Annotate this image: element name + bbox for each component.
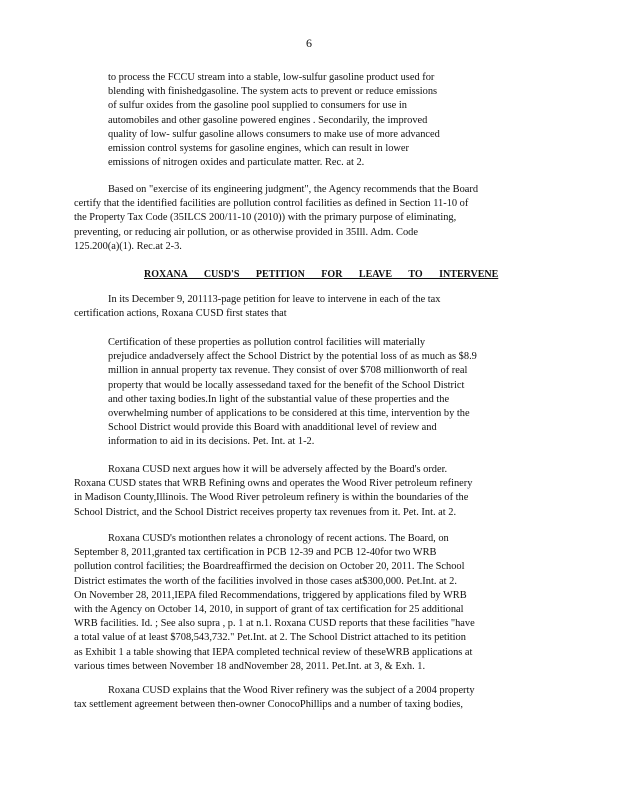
quote-line: Certification of these properties as pollution control facilities will materially xyxy=(108,337,426,348)
quote-line: prejudice andadversely affect the School District by the potential loss of as much as $8.9 xyxy=(108,351,477,363)
paragraph-line: September 8, 2011,granted tax certification in PCB 12-39 and PCB 12-40for two WRB xyxy=(74,547,437,559)
paragraph-line: Roxana CUSD next argues how it will be adversely affected by the Board's order. xyxy=(108,464,448,475)
paragraph-line: District estimates the worth of the facilities involved in those cases at$300,000. Pet.Int. at 2. xyxy=(74,575,457,587)
paragraph-agency-recommendation xyxy=(74,183,544,254)
paragraph-line: certify that the identified facilities are pollution control facilities as defined in Section 11-10 of xyxy=(74,198,469,210)
paragraph-settlement xyxy=(74,684,544,712)
section-heading: ROXANA CUSD'S PETITION FOR LEAVE TO INTERVENE xyxy=(144,269,499,280)
paragraph-line: various times between November 18 andNovember 28, 2011. Pet.Int. at 3, & Exh. 1. xyxy=(74,660,426,672)
page-number: 6 xyxy=(306,36,312,50)
block-quote-1 xyxy=(108,71,484,170)
quote-line: overwhelming number of applications to be considered at this time, intervention by the xyxy=(108,408,470,420)
paragraph-line: pollution control facilities; the Boardreaffirmed the decision on October 20, 2011. The School xyxy=(74,561,465,573)
quote-line: information to aid in its decisions. Pet. Int. at 1-2. xyxy=(108,436,315,448)
paragraph-line: a total value of at least $708,543,732." Pet.Int. at 2. The School District attached to its petition xyxy=(74,632,466,644)
paragraph-line: Roxana CUSD's motionthen relates a chronology of recent actions. The Board, on xyxy=(108,533,449,544)
paragraph-chronology xyxy=(74,532,544,674)
quote-line: quality of low- sulfur gasoline allows consumers to make use of more advanced xyxy=(108,128,440,140)
quote-line: emission control systems for gasoline engines, which can result in lower xyxy=(108,143,409,155)
paragraph-petition-intro xyxy=(74,293,544,321)
quote-line: and other taxing bodies.In light of the substantial value of these properties and the xyxy=(108,393,450,405)
block-quote-2 xyxy=(108,336,484,450)
paragraph-line: On November 28, 2011,IEPA filed Recommendations, triggered by applications filed by WRB xyxy=(74,589,467,601)
quote-line: blending with finishedgasoline. The system acts to prevent or reduce emissions xyxy=(108,86,438,98)
paragraph-line: Roxana CUSD states that WRB Refining owns and operates the Wood River petroleum refinery xyxy=(74,478,473,490)
quote-line: automobiles and other gasoline powered engines . Secondarily, the improved xyxy=(108,114,428,126)
quote-line: property that would be locally assessedand taxed for the benefit of the School District xyxy=(108,379,465,391)
quote-line: million in annual property tax revenue. They consist of over $708 millionworth of real xyxy=(108,365,468,377)
paragraph-line: certification actions, Roxana CUSD first states that xyxy=(74,308,287,320)
quote-line: School District would provide this Board with anadditional level of review and xyxy=(108,422,437,434)
paragraph-line: Roxana CUSD explains that the Wood River refinery was the subject of a 2004 property xyxy=(108,685,475,696)
paragraph-line: tax settlement agreement between then-owner ConocoPhillips and a number of taxing bodies, xyxy=(74,699,463,711)
paragraph-adverse-effect xyxy=(74,463,544,520)
paragraph-line: the Property Tax Code (35ILCS 200/11-10 (2010)) with the primary purpose of eliminating, xyxy=(74,212,457,224)
quote-line: emissions of nitrogen oxides and particulate matter. Rec. at 2. xyxy=(108,157,365,169)
paragraph-line: 125.200(a)(1). Rec.at 2-3. xyxy=(74,240,182,252)
paragraph-line: with the Agency on October 14, 2010, in support of grant of tax certification for 25 additional xyxy=(74,604,464,616)
paragraph-line: as Exhibit 1 a table showing that IEPA completed technical review of theseWRB applications at xyxy=(74,646,473,658)
paragraph-line: In its December 9, 201113-page petition for leave to intervene in each of the tax xyxy=(108,294,441,305)
paragraph-line: WRB facilities. Id. ; See also supra , p. 1 at n.1. Roxana CUSD reports that these facilities "have xyxy=(74,618,475,630)
quote-line: of sulfur oxides from the gasoline pool supplied to consumers for use in xyxy=(108,100,407,112)
paragraph-line: School District, and the School District receives property tax revenues from it. Pet. Int. at 2. xyxy=(74,506,457,518)
paragraph-line: in Madison County,Illinois. The Wood River petroleum refinery is within the boundaries of the xyxy=(74,492,469,504)
paragraph-line: preventing, or reducing air pollution, or as otherwise provided in 35Ill. Adm. Code xyxy=(74,226,418,238)
paragraph-line: Based on "exercise of its engineering judgment", the Agency recommends that the Board xyxy=(108,184,479,195)
quote-line: to process the FCCU stream into a stable, low-sulfur gasoline product used for xyxy=(108,72,435,83)
